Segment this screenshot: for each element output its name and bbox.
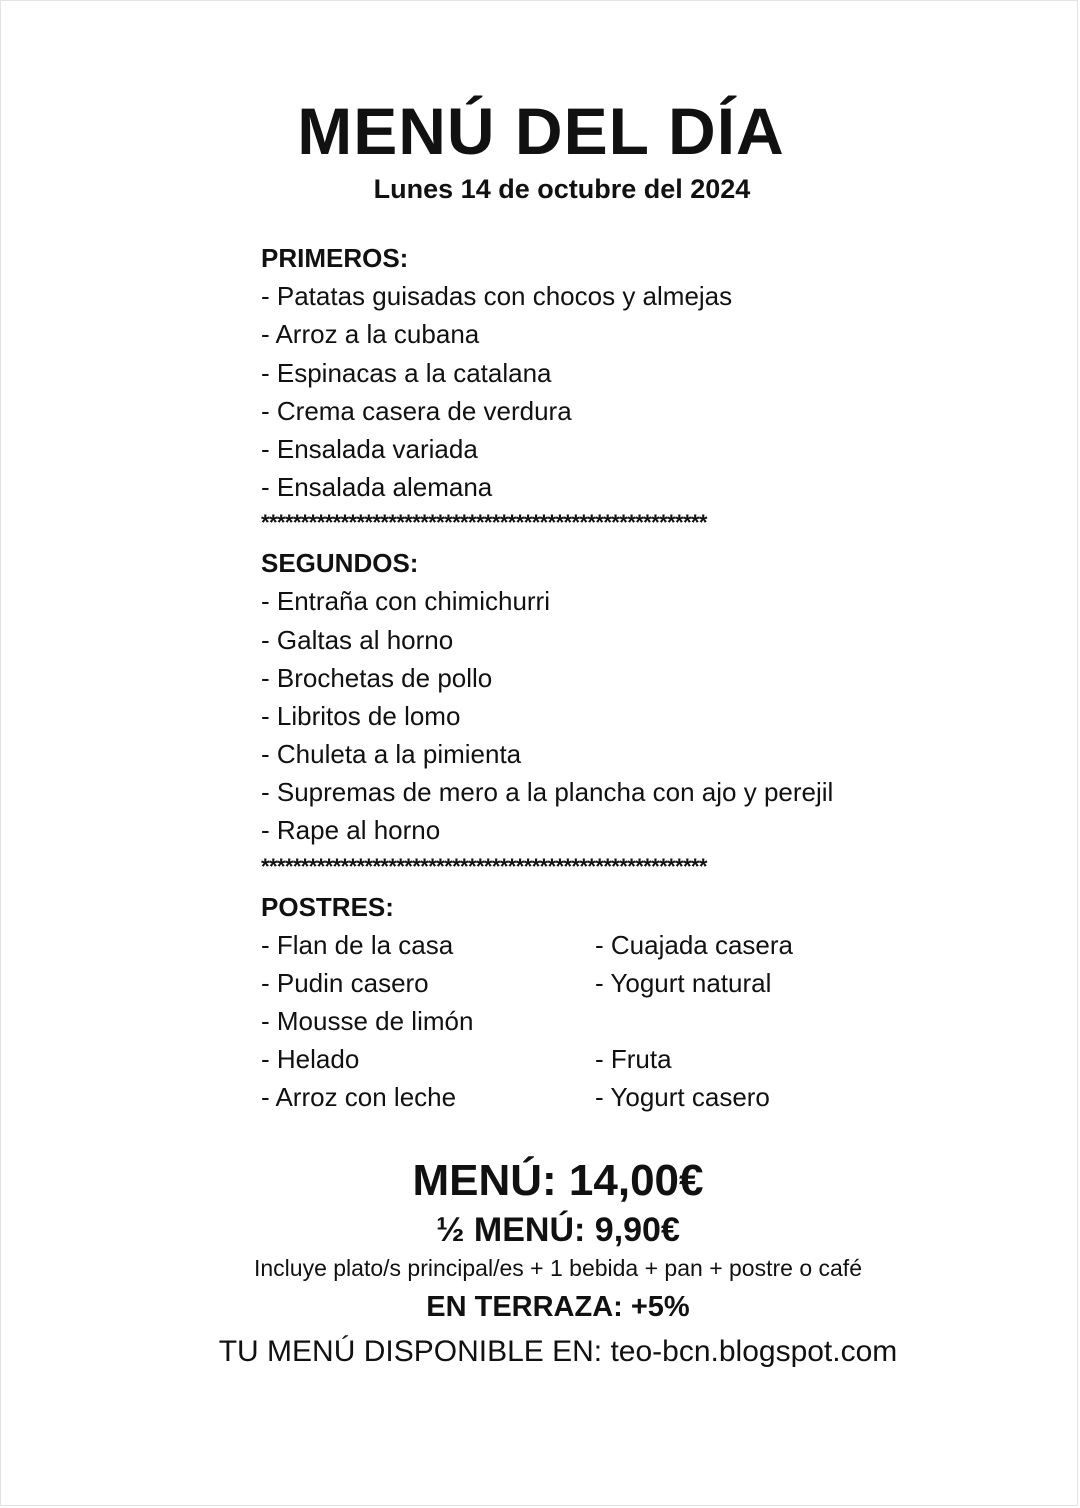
menu-price: MENÚ: 14,00€: [412, 1156, 704, 1205]
postres-item: - Yogurt casero: [595, 1082, 770, 1112]
segundos-item: - Brochetas de pollo: [261, 663, 493, 693]
postres-item: - Flan de la casa: [261, 930, 454, 960]
separator-line: ********************************************************: [261, 512, 707, 534]
segundos-item: - Supremas de mero a la plancha con ajo y perejil: [261, 777, 834, 807]
postres-heading: POSTRES:: [261, 892, 394, 922]
primeros-heading: PRIMEROS:: [261, 243, 409, 273]
postres-item: - Mousse de limón: [261, 1006, 474, 1036]
segundos-item: - Entraña con chimichurri: [261, 586, 550, 616]
primeros-item: - Espinacas a la catalana: [261, 358, 552, 388]
page-title: MENÚ DEL DÍA: [297, 94, 785, 168]
segundos-item: - Rape al horno: [261, 815, 441, 845]
terrace-surcharge: EN TERRAZA: +5%: [426, 1291, 690, 1323]
postres-item: - Helado: [261, 1044, 360, 1074]
primeros-item: - Ensalada variada: [261, 434, 478, 464]
segundos-item: - Libritos de lomo: [261, 701, 461, 731]
postres-item: - Cuajada casera: [595, 930, 793, 960]
primeros-item: - Arroz a la cubana: [261, 319, 480, 349]
segundos-heading: SEGUNDOS:: [261, 548, 419, 578]
menu-includes-note: Incluye plato/s principal/es + 1 bebida + pan + postre o café: [254, 1255, 862, 1281]
menu-date: Lunes 14 de octubre del 2024: [373, 174, 751, 204]
postres-item: - Arroz con leche: [261, 1082, 457, 1112]
half-menu-price: ½ MENÚ: 9,90€: [436, 1211, 680, 1249]
postres-item: - Pudin casero: [261, 968, 429, 998]
postres-item: - Fruta: [595, 1044, 672, 1074]
postres-item: - Yogurt natural: [595, 968, 772, 998]
menu-availability: TU MENÚ DISPONIBLE EN: teo-bcn.blogspot.com: [218, 1335, 898, 1368]
segundos-item: - Chuleta a la pimienta: [261, 739, 522, 769]
primeros-item: - Patatas guisadas con chocos y almejas: [261, 281, 733, 311]
separator-line: ********************************************************: [261, 856, 707, 878]
primeros-item: - Crema casera de verdura: [261, 396, 572, 426]
segundos-item: - Galtas al horno: [261, 625, 454, 655]
primeros-item: - Ensalada alemana: [261, 472, 493, 502]
